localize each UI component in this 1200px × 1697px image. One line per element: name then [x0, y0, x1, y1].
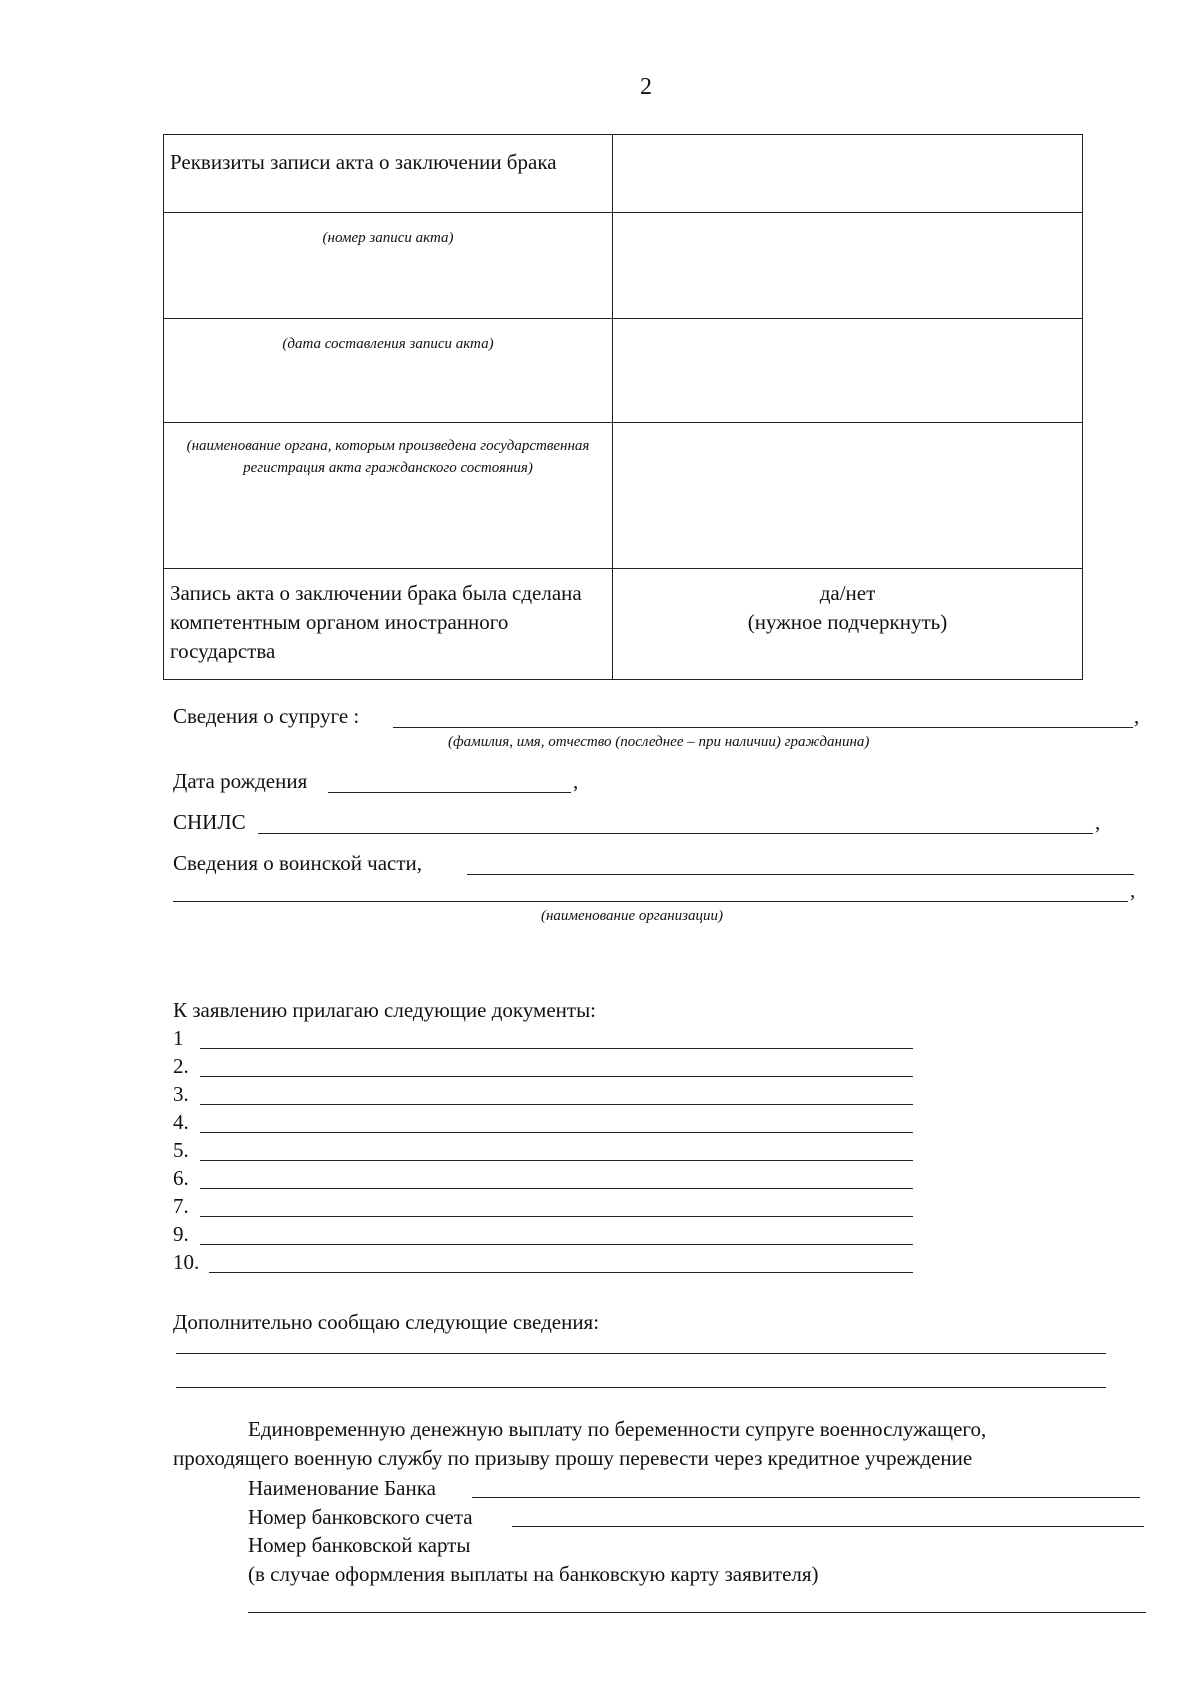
foreign-state-label-cell [164, 569, 613, 680]
additional-info-field-2[interactable] [176, 1387, 1106, 1388]
document-number: 4. [173, 1110, 189, 1134]
document-number: 9. [173, 1222, 189, 1246]
spouse-label: Сведения о супруге : [173, 704, 360, 728]
spouse-comma: , [1134, 704, 1140, 728]
document-item [173, 1082, 913, 1110]
document-item [173, 1110, 913, 1138]
document-number: 1 [173, 1026, 184, 1050]
birth-date-label: Дата рождения [173, 769, 308, 793]
snils-label: СНИЛС [173, 810, 246, 834]
spouse-name-hint: (фамилия, имя, отчество (последнее – при наличии) гражданина) [448, 734, 870, 750]
document-field[interactable] [200, 1132, 913, 1133]
marriage-record-value-cell[interactable] [613, 135, 1083, 213]
bank-card-field[interactable] [248, 1612, 1146, 1613]
snils-comma: , [1095, 810, 1101, 834]
document-item [173, 1026, 913, 1054]
marriage-record-label-cell [164, 135, 613, 213]
document-number: 2. [173, 1054, 189, 1078]
document-field[interactable] [200, 1188, 913, 1189]
military-unit-field-line2[interactable] [173, 901, 1128, 902]
military-unit-comma: , [1130, 878, 1136, 902]
birth-date-comma: , [573, 769, 579, 793]
document-field[interactable] [200, 1048, 913, 1049]
underline-instruction: (нужное подчеркнуть) [747, 610, 948, 634]
bank-name-label: Наименование Банка [248, 1476, 436, 1500]
bank-card-note: (в случае оформления выплаты на банковскую карту заявителя) [248, 1562, 819, 1586]
document-number: 7. [173, 1194, 189, 1218]
document-item [173, 1138, 913, 1166]
military-unit-hint: (наименование организации) [541, 908, 724, 924]
yes-no-choice[interactable]: да/нет [819, 581, 876, 605]
document-number: 5. [173, 1138, 189, 1162]
documents-list [173, 1026, 913, 1278]
payment-paragraph-line1: Единовременную денежную выплату по беременности супруге военнослужащего, [248, 1417, 987, 1441]
marriage-record-label: Реквизиты записи акта о заключении брака [170, 150, 557, 174]
documents-heading: К заявлению прилагаю следующие документы: [173, 998, 597, 1022]
snils-field[interactable] [258, 833, 1093, 834]
document-item [173, 1054, 913, 1082]
document-field[interactable] [200, 1104, 913, 1105]
document-item [173, 1194, 913, 1222]
additional-info-field-1[interactable] [176, 1353, 1106, 1354]
document-number: 10. [173, 1250, 200, 1274]
registration-authority-label-cell [164, 423, 613, 569]
document-field[interactable] [209, 1272, 913, 1273]
document-field[interactable] [200, 1160, 913, 1161]
birth-date-field[interactable] [328, 792, 571, 793]
document-field[interactable] [200, 1076, 913, 1077]
bank-card-label: Номер банковской карты [248, 1533, 471, 1557]
record-date-value-cell[interactable] [613, 319, 1083, 423]
document-item [173, 1250, 913, 1278]
record-date-label-cell [164, 319, 613, 423]
bank-account-label: Номер банковского счета [248, 1505, 473, 1529]
additional-info-heading: Дополнительно сообщаю следующие сведения: [173, 1310, 600, 1334]
document-number: 6. [173, 1166, 189, 1190]
marriage-record-table [163, 134, 1083, 680]
record-number-value-cell[interactable] [613, 213, 1083, 319]
document-field[interactable] [200, 1244, 913, 1245]
page-number: 2 [640, 74, 652, 100]
document-field[interactable] [200, 1216, 913, 1217]
bank-account-field[interactable] [512, 1526, 1144, 1527]
document-number: 3. [173, 1082, 189, 1106]
record-number-label-cell [164, 213, 613, 319]
bank-name-field[interactable] [472, 1497, 1140, 1498]
document-item [173, 1166, 913, 1194]
registration-authority-label: (наименование органа, которым произведена государственная регистрация акта гражданского состояния) [186, 438, 590, 476]
military-unit-label: Сведения о воинской части, [173, 851, 423, 875]
military-unit-field[interactable] [467, 874, 1134, 875]
record-number-label: (номер записи акта) [322, 230, 454, 246]
payment-paragraph-line2: проходящего военную службу по призыву прошу перевести через кредитное учреждение [173, 1446, 973, 1470]
document-item [173, 1222, 913, 1250]
registration-authority-value-cell[interactable] [613, 423, 1083, 569]
foreign-state-label: Запись акта о заключении брака была сделана компетентным органом иностранного государства [170, 581, 582, 663]
spouse-name-field[interactable] [393, 727, 1133, 728]
foreign-state-value-cell[interactable] [613, 569, 1083, 680]
record-date-label: (дата составления записи акта) [282, 336, 494, 352]
